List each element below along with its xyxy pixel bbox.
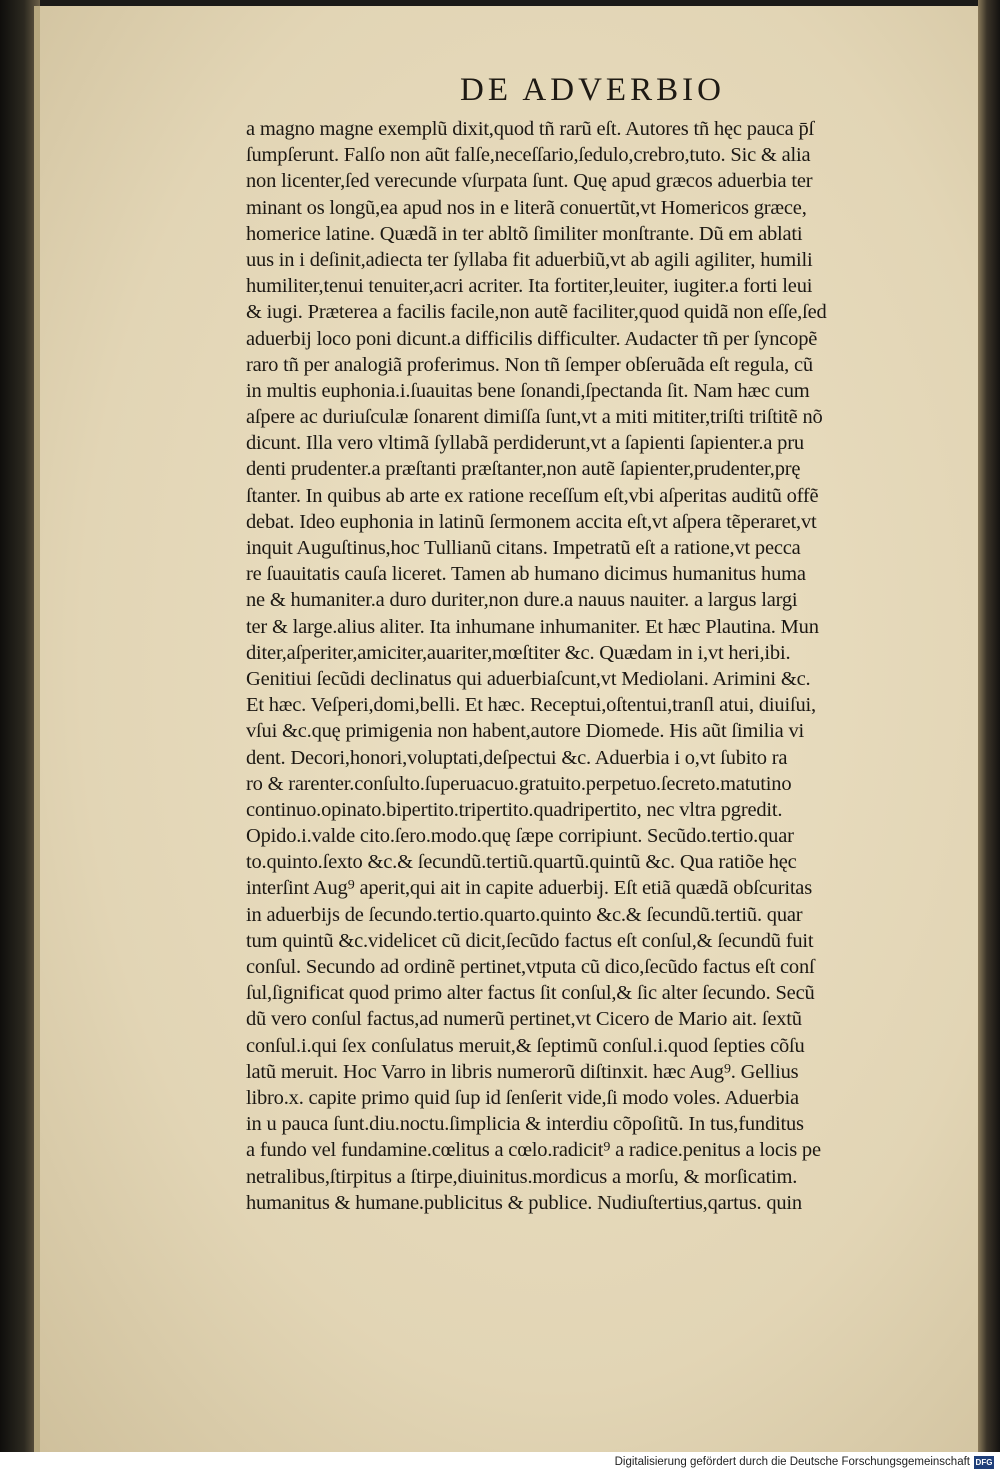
- text-line: aduerbij loco poni dicunt.a difficilis difficulter. Audacter tñ per ſyncopẽ: [246, 327, 818, 350]
- page-edge: [978, 0, 1000, 1452]
- text-line: debat. Ideo euphonia in latinũ ſermonem accita eſt,vt aſpera tẽperaret,vt: [246, 510, 817, 533]
- funding-credit: Digitalisierung gefördert durch die Deutsche Forschungsgemeinschaft: [614, 1456, 970, 1468]
- text-line: dent. Decori,honori,voluptati,deſpectui &c. Aduerbia i o,vt ſubito ra: [246, 746, 788, 769]
- text-line: ſtanter. In quibus ab arte ex ratione receſſum eſt,vbi aſperitas auditũ offẽ: [246, 484, 819, 507]
- text-line: ter & large.alius aliter. Ita inhumane inhumaniter. Et hæc Plautina. Mun: [246, 615, 819, 638]
- text-line: dicunt. Illa vero vltimã ſyllabã perdiderunt,vt a ſapienti ſapienter.a pru: [246, 432, 804, 455]
- text-line: ſul,ſignificat quod primo alter factus ſit conſul,& ſic alter ſecundo. Secũ: [246, 982, 815, 1005]
- text-line: conſul. Secundo ad ordinẽ pertinet,vtputa cũ dico,ſecũdo factus eſt conſ: [246, 956, 815, 978]
- text-line: humanitus & humane.publicitus & publice. Nudiuſtertius,qartus. quin: [246, 1191, 802, 1214]
- text-line: Et hæc. Veſperi,domi,belli. Et hæc. Receptui,oſtentui,tranſl atui, diuiſui,: [246, 694, 816, 717]
- text-line: a magno magne exemplũ dixit,quod tñ rarũ eſt. Autores tñ hęc pauca p̄ſ: [246, 118, 815, 140]
- text-line: interſint Aug⁹ aperit,qui ait in capite aduerbij. Eſt etiã quædã obſcuritas: [246, 877, 812, 900]
- text-line: non licenter,ſed verecunde vſurpata ſunt. Quę apud græcos aduerbia ter: [246, 170, 813, 193]
- text-line: libro.x. capite primo quid ſup id ſenſerit vide,ſi modo voles. Aduerbia: [246, 1086, 799, 1109]
- text-line: Genitiui ſecũdi declinatus qui aduerbiaſcunt,vt Mediolani. Arimini &c.: [246, 667, 811, 690]
- text-line: aſpere ac duriuſculæ ſonarent dimiſſa ſunt,vt a miti mititer,triſti triſtitẽ nõ: [246, 406, 823, 429]
- running-head: DE ADVERBIO: [460, 72, 725, 108]
- text-line: conſul.i.qui ſex conſulatus meruit,& ſeptimũ conſul.i.quod ſepties cõſu: [246, 1034, 805, 1057]
- footer-bar: [0, 1452, 1000, 1474]
- text-line: continuo.opinato.bipertito.tripertito.quadripertito, nec vltra pgredit.: [246, 798, 783, 821]
- text-line: ne & humaniter.a duro duriter,non dure.a nauus nauiter. a largus largi: [246, 589, 798, 612]
- text-block: [246, 116, 946, 1216]
- text-line: vſui &c.quę primigenia non habent,autore Diomede. His aũt ſimilia vi: [246, 720, 804, 743]
- text-line: diter,aſperiter,amiciter,auariter,mœſtiter &c. Quædam in i,vt heri,ibi.: [246, 641, 791, 664]
- text-line: ro & rarenter.conſulto.ſuperuacuo.gratuito.perpetuo.ſecreto.matutino: [246, 772, 792, 795]
- text-line: a fundo vel fundamine.cœlitus a cœlo.radicit⁹ a radice.penitus a locis pe: [246, 1139, 821, 1162]
- text-line: tum quintũ &c.videlicet cũ dicit,ſecũdo factus eſt conſul,& ſecundũ fuit: [246, 929, 814, 952]
- text-line: humiliter,tenui tenuiter,acri acriter. Ita fortiter,leuiter, iugiter.a forti leui: [246, 275, 813, 298]
- text-line: re ſuauitatis cauſa liceret. Tamen ab humano dicimus humanitus huma: [246, 563, 806, 586]
- text-line: in aduerbijs de ſecundo.tertio.quarto.quinto &c.& ſecundũ.tertiũ. quar: [246, 903, 803, 926]
- text-line: homerice latine. Quædã in ter abltõ ſimiliter monſtrante. Dũ em ablati: [246, 222, 803, 245]
- text-line: uus in i deſinit,adiecta ter ſyllaba fit aduerbiũ,vt ab agili agiliter, humili: [246, 248, 813, 271]
- text-line: dũ vero conſul factus,ad numerũ pertinet,vt Cicero de Mario ait. ſextũ: [246, 1008, 802, 1031]
- text-line: in multis euphonia.i.ſuauitas bene ſonandi,ſpectanda ſit. Nam hæc cum: [246, 379, 810, 402]
- dfg-logo: DFG: [975, 1458, 993, 1467]
- text-line: raro tñ per analogiã proferimus. Non tñ ſemper obſeruãda eſt regula, cũ: [246, 353, 813, 376]
- text-line: latũ meruit. Hoc Varro in libris numerorũ diſtinxit. hæc Aug⁹. Gellius: [246, 1060, 799, 1083]
- text-line: ſumpſerunt. Falſo non aũt falſe,neceſſario,ſedulo,crebro,tuto. Sic & alia: [246, 144, 811, 167]
- text-line: netralibus,ſtirpitus a ſtirpe,diuinitus.mordicus a morſu, & morſicatim.: [246, 1165, 798, 1188]
- text-line: Opido.i.valde cito.ſero.modo.quę ſæpe corripiunt. Secũdo.tertio.quar: [246, 825, 794, 848]
- text-line: minant os longũ,ea apud nos in e literã conuertũt,vt Homericos græce,: [246, 196, 807, 219]
- text-line: in u pauca ſunt.diu.noctu.ſimplicia & interdiu cõpoſitũ. In tus,funditus: [246, 1113, 804, 1136]
- text-line: inquit Auguſtinus,hoc Tullianũ citans. Impetratũ eſt a ratione,vt pecca: [246, 537, 801, 559]
- text-line: denti prudenter.a præſtanti præſtanter,non autẽ ſapienter,prudenter,prę: [246, 458, 801, 481]
- text-line: & iugi. Præterea a facilis facile,non autẽ faciliter,quod quidã non eſſe,ſed: [246, 301, 827, 324]
- text-line: to.quinto.ſexto &c.& ſecundũ.tertiũ.quartũ.quintũ &c. Qua ratiõe hęc: [246, 851, 797, 874]
